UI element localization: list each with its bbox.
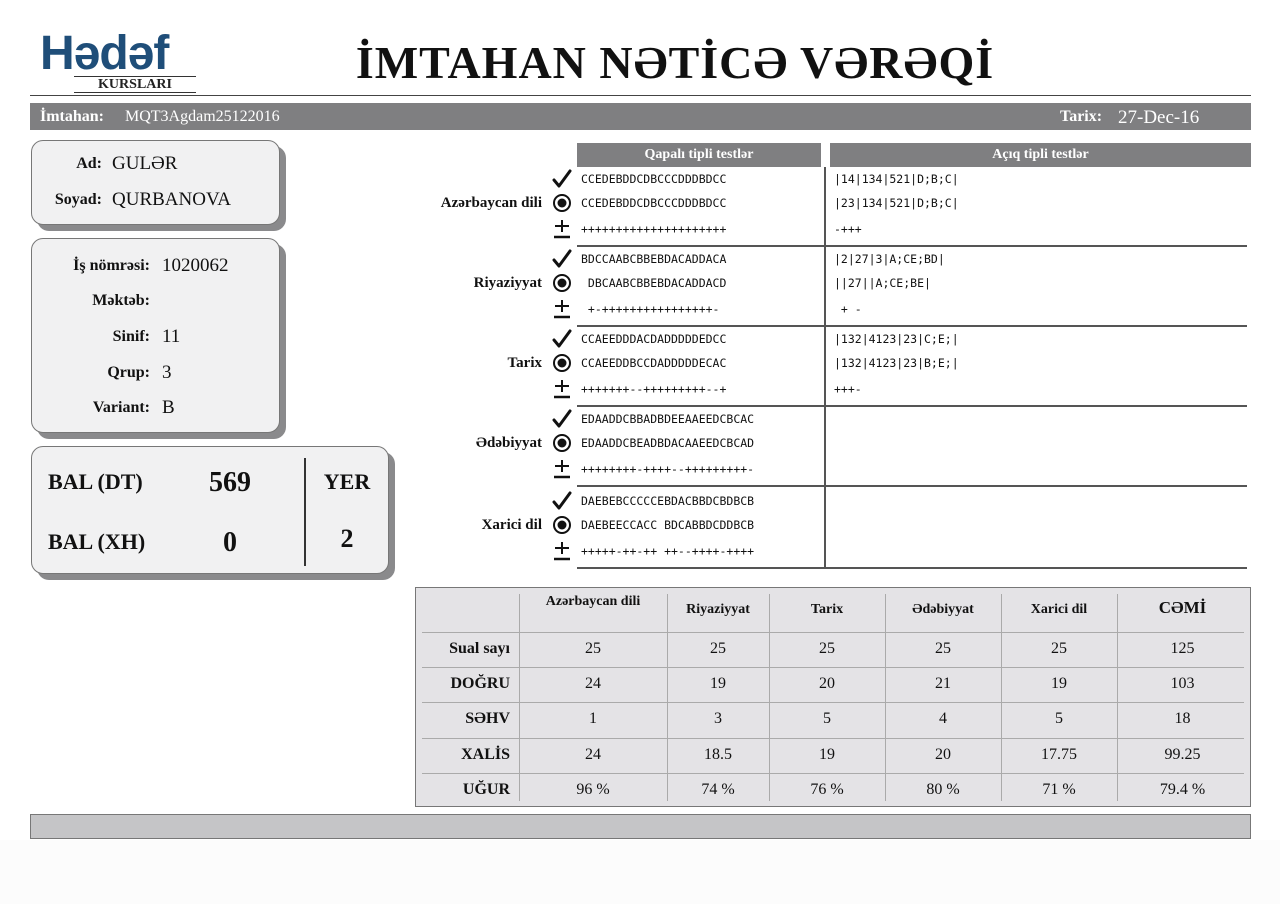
open-answer-row: |14|134|521|D;B;C|	[834, 172, 959, 186]
closed-answer-row: EDAADDCBEADBDACAAEEDCBCAD	[581, 436, 755, 450]
name-label: Ad:	[76, 155, 102, 172]
table-grid-line	[422, 702, 1244, 703]
exam-label: İmtahan:	[40, 108, 105, 125]
block-divider	[577, 325, 1247, 327]
summary-table	[415, 587, 1251, 807]
table-cell: 19	[819, 746, 835, 763]
group-label: Qrup:	[107, 364, 150, 381]
table-column-header: CƏMİ	[1158, 598, 1207, 617]
table-cell: 18.5	[704, 746, 732, 763]
column-divider	[824, 167, 826, 567]
table-cell: 1	[589, 710, 597, 727]
table-row-header: DOĞRU	[450, 675, 510, 692]
table-grid-line	[519, 594, 520, 801]
radio-target-icon	[552, 433, 572, 453]
table-cell: 4	[939, 710, 947, 727]
table-cell: 24	[585, 746, 601, 763]
open-answer-row: |132|4123|23|C;E;|	[834, 332, 959, 346]
closed-answer-row: +++++++--+++++++++--+	[581, 382, 727, 396]
table-column-header: Xarici dil	[1030, 602, 1088, 617]
date-label: Tarix:	[1060, 108, 1103, 125]
school-label: Məktəb:	[92, 292, 150, 309]
table-grid-line	[769, 594, 770, 801]
surname-label: Soyad:	[54, 191, 102, 208]
table-column-header: Tarix	[810, 602, 844, 617]
table-grid-line	[885, 594, 886, 801]
open-answer-row: + -	[834, 302, 862, 316]
student-name: GULƏR	[112, 153, 178, 174]
logo-text: Hədəf	[40, 27, 169, 80]
plus-minus-icon	[552, 299, 572, 319]
score-dt: 569	[209, 467, 251, 498]
table-cell: 76 %	[810, 781, 844, 798]
checkmark-icon	[552, 409, 572, 429]
table-column-header: Ədəbiyyat	[912, 602, 974, 617]
closed-answer-row: +++++++++++++++++++++	[581, 222, 727, 236]
table-column-header: Riyaziyyat	[686, 602, 750, 617]
table-cell: 99.25	[1164, 746, 1201, 763]
closed-answer-row: +++++-++-++ ++--++++-++++	[581, 544, 755, 558]
open-tests-header: Açıq tipli testlər	[830, 143, 1251, 167]
closed-answer-row: ++++++++-++++--+++++++++-	[581, 462, 755, 476]
id-label: İş nömrəsi:	[73, 257, 150, 274]
open-answer-row: +++-	[834, 382, 862, 396]
subject-label: Azərbaycan dili	[440, 195, 542, 211]
radio-target-icon	[552, 515, 572, 535]
table-row-header: SƏHV	[465, 710, 510, 727]
checkmark-icon	[552, 329, 572, 349]
table-cell: 25	[819, 640, 835, 657]
open-answer-row: ||27||A;CE;BE|	[834, 276, 931, 290]
table-grid-line	[1001, 594, 1002, 801]
radio-target-icon	[552, 353, 572, 373]
rank-value: 2	[340, 524, 354, 553]
table-cell: 21	[935, 675, 951, 692]
score-xh-label: BAL (XH)	[48, 529, 146, 554]
student-id: 1020062	[162, 255, 229, 276]
table-cell: 18	[1174, 710, 1191, 727]
score-xh: 0	[223, 527, 237, 558]
variant-label: Variant:	[92, 399, 150, 416]
table-cell: 71 %	[1042, 781, 1076, 798]
table-cell: 20	[819, 675, 835, 692]
checkmark-icon	[552, 169, 572, 189]
table-cell: 24	[585, 675, 601, 692]
subject-label: Ədəbiyyat	[475, 435, 542, 451]
student-variant: B	[162, 397, 175, 418]
table-cell: 96 %	[576, 781, 610, 798]
table-cell: 25	[585, 640, 601, 657]
score-card	[31, 446, 389, 574]
table-cell: 5	[1055, 710, 1063, 727]
exam-date: 27-Dec-16	[1118, 107, 1200, 128]
block-divider	[577, 485, 1247, 487]
table-row-header: UĞUR	[462, 781, 510, 798]
checkmark-icon	[552, 491, 572, 511]
closed-answer-row: +-++++++++++++++++-	[581, 302, 720, 316]
student-surname: QURBANOVA	[112, 189, 231, 210]
closed-answer-row: CCAEEDDDACDADDDDDEDCC	[581, 332, 727, 346]
closed-answer-row: EDAADDCBBADBDEEAAEEDCBCAC	[581, 412, 755, 426]
logo-subtext: KURSLARI	[74, 76, 196, 93]
score-dt-label: BAL (DT)	[48, 469, 143, 494]
student-details-card	[31, 238, 280, 433]
table-row-header: XALİS	[461, 746, 510, 763]
grade-label: Sinif:	[112, 328, 150, 345]
score-divider	[304, 458, 306, 566]
plus-minus-icon	[552, 541, 572, 561]
table-column-header: Azərbaycan dili	[545, 594, 641, 609]
radio-target-icon	[552, 193, 572, 213]
student-name-card	[31, 140, 280, 225]
table-cell: 25	[1051, 640, 1067, 657]
plus-minus-icon	[552, 379, 572, 399]
table-cell: 74 %	[701, 781, 735, 798]
closed-answer-row: CCEDEBDDCDBCCCDDDBDCC	[581, 196, 727, 210]
closed-answer-row: CCAEEDDBCCDADDDDDECAC	[581, 356, 727, 370]
table-cell: 19	[1051, 675, 1067, 692]
plus-minus-icon	[552, 459, 572, 479]
footer-bar	[30, 814, 1251, 839]
subject-label: Tarix	[507, 355, 542, 371]
closed-tests-header: Qapalı tipli testlər	[577, 143, 821, 167]
page-title: İMTAHAN NƏTİCƏ VƏRƏQİ	[355, 37, 995, 88]
table-cell: 3	[714, 710, 722, 727]
table-cell: 125	[1170, 640, 1195, 657]
table-cell: 19	[710, 675, 726, 692]
table-cell: 20	[935, 746, 951, 763]
student-group: 3	[162, 362, 172, 383]
student-grade: 11	[162, 326, 181, 347]
rank-label: YER	[323, 469, 371, 494]
subject-label: Xarici dil	[481, 517, 542, 533]
block-divider	[577, 567, 1247, 569]
table-cell: 103	[1170, 675, 1195, 692]
subject-label: Riyaziyyat	[473, 275, 542, 291]
header-divider	[30, 95, 1251, 96]
table-grid-line	[667, 594, 668, 801]
block-divider	[577, 405, 1247, 407]
closed-answer-row: CCEDEBDDCDBCCCDDDBDCC	[581, 172, 727, 186]
open-answer-row: |23|134|521|D;B;C|	[834, 196, 959, 210]
brand-logo	[36, 26, 206, 94]
open-answer-row: |2|27|3|A;CE;BD|	[834, 252, 945, 266]
exam-code: MQT3Agdam25122016	[125, 108, 280, 125]
checkmark-icon	[552, 249, 572, 269]
closed-answer-row: DBCAABCBBEBDACADDACD	[581, 276, 727, 290]
table-grid-line	[422, 667, 1244, 668]
table-grid-line	[422, 632, 1244, 633]
closed-answer-row: DAEBEECCACC BDCABBDCDDBCB	[581, 518, 755, 532]
plus-minus-icon	[552, 219, 572, 239]
table-cell: 17.75	[1041, 746, 1077, 763]
block-divider	[577, 245, 1247, 247]
table-row-header: Sual sayı	[449, 640, 510, 657]
table-grid-line	[422, 738, 1244, 739]
page-bottom	[0, 840, 1280, 904]
exam-info-bar	[30, 103, 1251, 130]
closed-answer-row: BDCCAABCBBEBDACADDACA	[581, 252, 727, 266]
table-cell: 80 %	[926, 781, 960, 798]
table-cell: 25	[710, 640, 726, 657]
open-answer-row: |132|4123|23|B;E;|	[834, 356, 959, 370]
table-cell: 5	[823, 710, 831, 727]
closed-answer-row: DAEBEBCCCCCEBDACBBDCBDBCB	[581, 494, 755, 508]
table-grid-line	[422, 773, 1244, 774]
table-grid-line	[1117, 594, 1118, 801]
table-cell: 79.4 %	[1159, 781, 1206, 798]
open-answer-row: -+++	[834, 222, 862, 236]
table-cell: 25	[935, 640, 951, 657]
radio-target-icon	[552, 273, 572, 293]
